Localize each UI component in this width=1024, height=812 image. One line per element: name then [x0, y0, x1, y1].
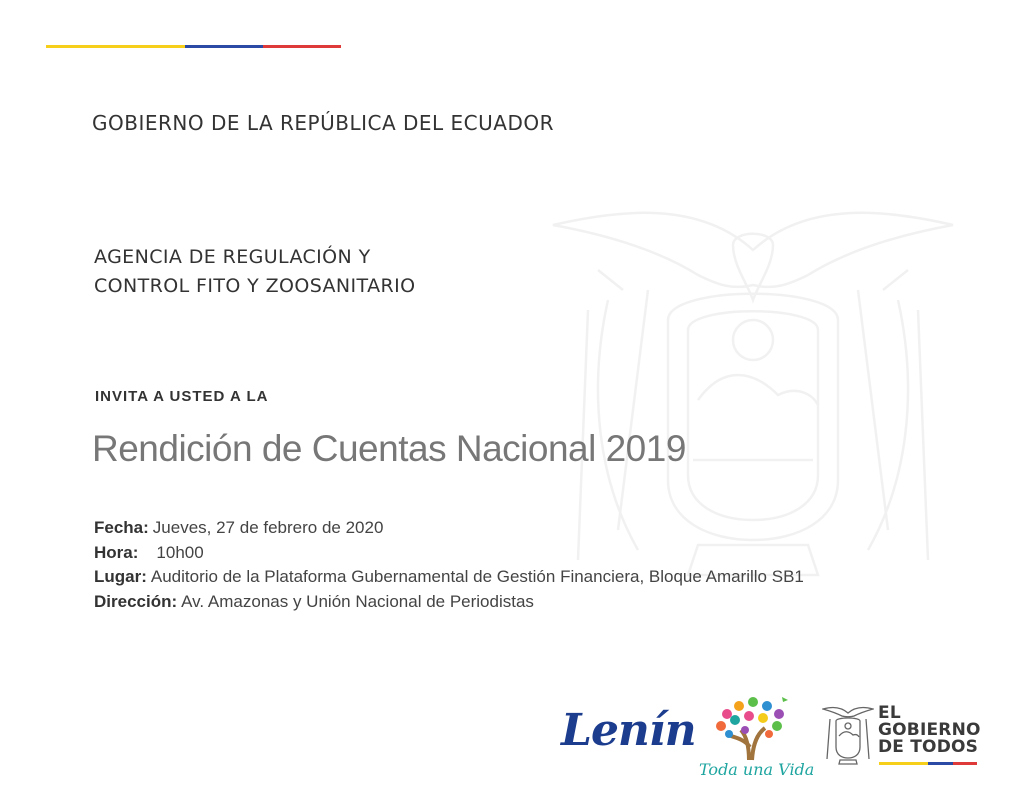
- hora-row: [94, 541, 804, 566]
- flag-red-stripe: [263, 45, 341, 48]
- gob-red-stripe: [953, 762, 978, 765]
- gob-yellow-stripe: [879, 762, 928, 765]
- gobierno-line-1: EL: [878, 703, 901, 723]
- gobierno-line-3: DE TODOS: [878, 737, 979, 757]
- lenin-logo: [561, 705, 696, 756]
- hora-label: Hora:: [94, 542, 139, 562]
- ecuador-coat-of-arms-icon: [822, 703, 874, 765]
- flag-color-bar: [46, 45, 341, 48]
- government-title: GOBIERNO DE LA REPÚBLICA DEL ECUADOR: [92, 111, 554, 135]
- lugar-row: [94, 565, 804, 590]
- gobierno-de-todos-logo: [878, 705, 981, 756]
- lugar-label: Lugar:: [94, 567, 147, 586]
- gobierno-flag-bar: [879, 762, 977, 765]
- toda-una-vida-text: Toda una Vida: [699, 760, 815, 779]
- invitation-text: INVITA A USTED A LA: [95, 388, 269, 405]
- fecha-label: Fecha:: [94, 518, 149, 537]
- direccion-value: Av. Amazonas y Unión Nacional de Periodistas: [181, 591, 534, 611]
- gobierno-line-2: GOBIERNO: [878, 720, 981, 740]
- event-details: [94, 516, 804, 614]
- direccion-label: Dirección:: [94, 591, 178, 611]
- hora-value: 10h00: [156, 542, 204, 562]
- event-title: Rendición de Cuentas Nacional 2019: [92, 428, 686, 469]
- agency-name: [94, 243, 415, 301]
- lenin-logo-text: Lenín: [561, 705, 696, 756]
- fecha-value: Jueves, 27 de febrero de 2020: [152, 518, 384, 537]
- flag-yellow-stripe: [46, 45, 185, 48]
- lugar-value: Auditorio de la Plataforma Gubernamental de Gestión Financiera, Bloque Amarillo SB1: [150, 567, 804, 586]
- flag-blue-stripe: [185, 45, 263, 48]
- gob-blue-stripe: [928, 762, 953, 765]
- agency-line-1: AGENCIA DE REGULACIÓN Y: [94, 246, 371, 268]
- direccion-row: [94, 590, 804, 615]
- agency-line-2: CONTROL FITO Y ZOOSANITARIO: [94, 275, 416, 297]
- fecha-row: [94, 516, 804, 541]
